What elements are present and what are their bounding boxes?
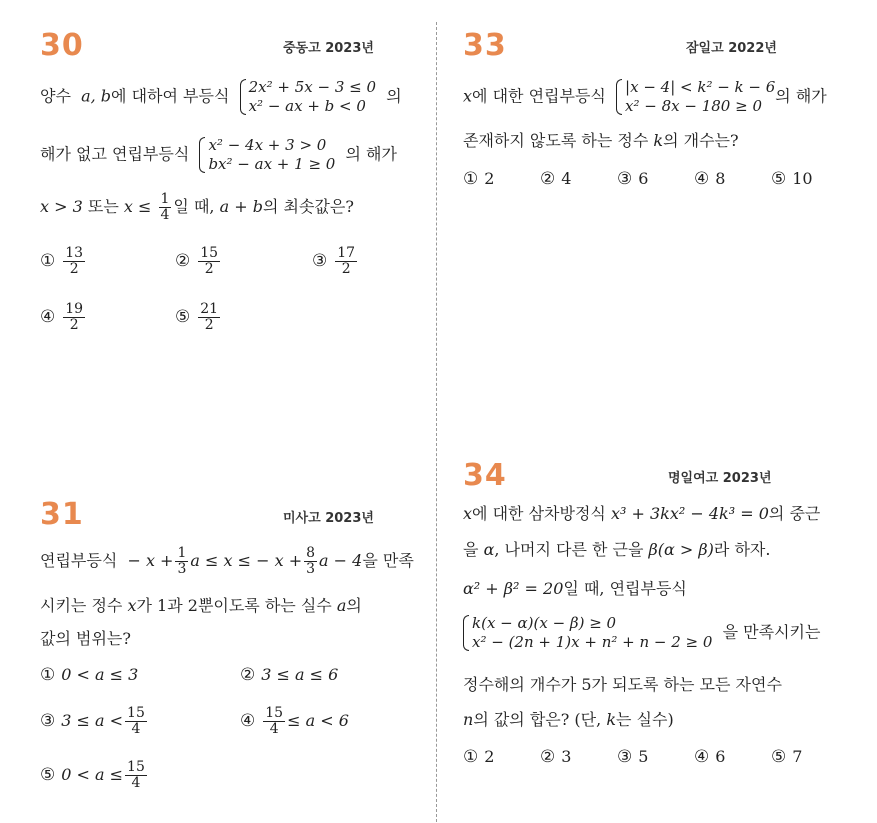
inequality-system: k(x − α)(x − β) ≥ 0 x² − (2n + 1)x + n² + n − 2 ≥ 0 xyxy=(463,614,712,652)
inequality-system: |x − 4| < k² − k − 6 x² − 8x − 180 ≥ 0 xyxy=(616,78,775,116)
problem-text-line: 시키는 정수 x가 1과 2뿐이도록 하는 실수 a의 xyxy=(40,596,362,615)
problem-number: 33 xyxy=(463,28,507,63)
inequality-system xyxy=(240,78,376,116)
equation: x² − 4x + 3 > 0 xyxy=(208,136,327,154)
choice-4[interactable]: ④ 6 xyxy=(694,747,726,767)
text: 또는 xyxy=(87,197,119,216)
choice-5[interactable]: ⑤ 7 xyxy=(771,747,803,767)
problem-source: 중동고 2023년 xyxy=(283,41,374,56)
choice-2[interactable]: ② 3 ≤ a ≤ 6 xyxy=(240,665,339,685)
text: 의 해가 xyxy=(345,144,397,164)
equation: x² − ax + b < 0 xyxy=(248,97,366,115)
choice-1[interactable]: ① 2 xyxy=(463,169,495,189)
choice-5[interactable]: ⑤ $\frac{21}{2}$ xyxy=(175,301,219,333)
problem-text-line: 정수해의 개수가 5가 되도록 하는 모든 자연수 xyxy=(463,675,782,694)
choice-4[interactable]: ④ 8 xyxy=(694,169,726,189)
math: a ≤ x ≤ − x + xyxy=(190,551,303,570)
text: 양수 xyxy=(40,86,71,106)
problem-text-line: n의 값의 합은? (단, k는 실수) xyxy=(463,710,674,729)
choice-3[interactable]: ③ $\frac{17}{2}$ xyxy=(312,245,356,277)
problem-text-line: 을 α, 나머지 다른 한 근을 β(α > β)라 하자. xyxy=(463,540,771,559)
math: − x + xyxy=(127,551,174,570)
text: 연립부등식 xyxy=(40,551,118,570)
choice-2[interactable]: ② 4 xyxy=(540,169,572,189)
equation: bx² − ax + 1 ≥ 0 xyxy=(208,155,336,173)
problem-source: 잠일고 2022년 xyxy=(686,41,777,56)
problem-number: 34 xyxy=(463,458,507,493)
column-divider xyxy=(436,22,437,822)
problem-text-line: x에 대한 삼차방정식 x³ + 3kx² − 4k³ = 0의 중근 xyxy=(463,504,821,523)
choice-1[interactable]: ① $\frac{13}{2}$ xyxy=(40,245,84,277)
math: x ≤ xyxy=(123,197,152,216)
choice-2[interactable]: ② $\frac{15}{2}$ xyxy=(175,245,219,277)
choice-1[interactable]: ① 2 xyxy=(463,747,495,767)
math: a + b xyxy=(219,197,263,216)
problem-text-line: 존재하지 않도록 하는 정수 k의 개수는? xyxy=(463,131,739,150)
problem-text-line xyxy=(40,546,414,577)
math: a, b xyxy=(81,86,112,106)
text: 일 때, xyxy=(173,197,215,216)
choice-5[interactable]: ⑤ 10 xyxy=(771,169,813,189)
text: 해가 없고 연립부등식 xyxy=(40,144,190,164)
choice-1[interactable]: ① 0 < a ≤ 3 xyxy=(40,665,139,685)
problem-text-line: x에 대한 연립부등식 |x − 4| < k² − k − 6 x² − 8x − 180 ≥ 0의 해가 xyxy=(463,78,827,115)
inequality-system xyxy=(199,136,335,174)
equation: 2x² + 5x − 3 ≤ 0 xyxy=(248,78,377,96)
choice-3[interactable]: ③ 6 xyxy=(617,169,649,189)
choice-4[interactable]: ④ $\frac{15}{4}$ ≤ a < 6 xyxy=(240,705,349,737)
problem-source: 명일여고 2023년 xyxy=(668,471,772,486)
problem-text-line: α² + β² = 20일 때, 연립부등식 xyxy=(463,579,687,598)
problem-text-line xyxy=(40,78,402,116)
text: 의 최솟값은? xyxy=(262,197,354,216)
fraction: $\frac{1}{4}$ xyxy=(160,191,170,223)
text: 에 대하여 부등식 xyxy=(111,86,230,106)
fraction: $\frac{1}{3}$ xyxy=(177,545,187,577)
problem-number: 30 xyxy=(40,28,84,63)
choice-4[interactable]: ④ $\frac{19}{2}$ xyxy=(40,301,84,333)
problem-text-line: 값의 범위는? xyxy=(40,629,131,648)
math: x > 3 xyxy=(40,197,83,216)
text: 을 만족 xyxy=(362,551,414,570)
problem-text-line: k(x − α)(x − β) ≥ 0 x² − (2n + 1)x + n² + n − 2 ≥ 0 을 만족시키는 xyxy=(463,614,820,652)
choice-2[interactable]: ② 3 xyxy=(540,747,572,767)
fraction: $\frac{8}{3}$ xyxy=(306,545,316,577)
choice-3[interactable]: ③ 3 ≤ a < $\frac{15}{4}$ xyxy=(40,705,145,737)
text: 의 xyxy=(386,86,402,106)
problem-number: 31 xyxy=(40,497,84,532)
problem-source: 미사고 2023년 xyxy=(283,511,374,526)
choice-5[interactable]: ⑤ 0 < a ≤ $\frac{15}{4}$ xyxy=(40,759,145,791)
problem-text-line xyxy=(40,192,354,223)
math: a − 4 xyxy=(319,551,363,570)
choice-3[interactable]: ③ 5 xyxy=(617,747,649,767)
problem-text-line xyxy=(40,136,397,174)
